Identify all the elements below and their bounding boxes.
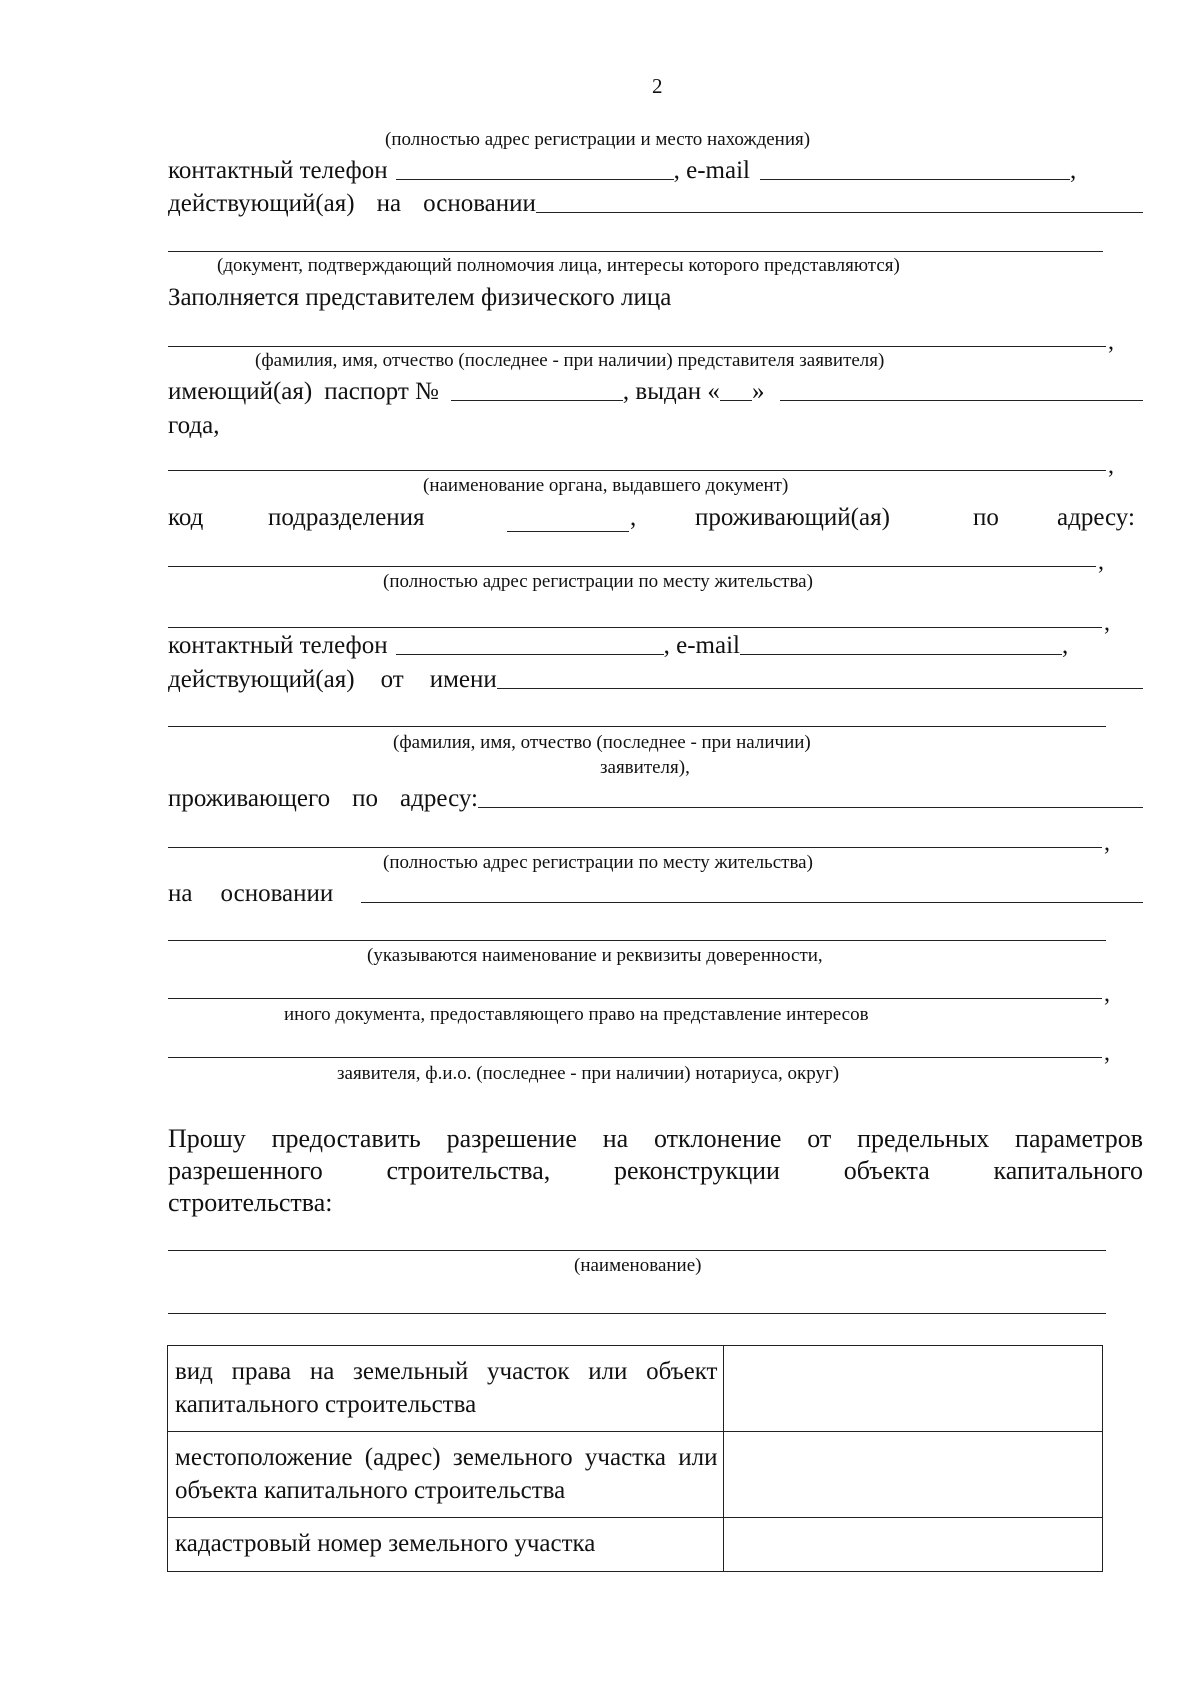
representative-name-field[interactable] xyxy=(168,346,1106,347)
basis-field[interactable] xyxy=(536,212,1143,213)
email-field[interactable] xyxy=(760,179,1070,180)
request-line-3: строительства: xyxy=(168,1188,333,1217)
page-number: 2 xyxy=(652,74,663,98)
basis-label: основании xyxy=(220,880,334,907)
caption-representative-name: (фамилия, имя, отчество (последнее - при наличии) представителя заявителя) xyxy=(255,350,885,371)
caption-address-registration: (полностью адрес регистрации и место нахождения) xyxy=(385,129,811,150)
object-name-field-2[interactable] xyxy=(168,1313,1106,1314)
acting-behalf-line xyxy=(168,667,1143,692)
residing-line xyxy=(168,786,1143,811)
caption-residence-address: (полностью адрес регистрации по месту жительства) xyxy=(383,571,813,592)
property-table xyxy=(167,1345,1103,1572)
table-row xyxy=(168,1432,1103,1518)
basis-label: основании xyxy=(423,190,536,217)
issue-date-field[interactable] xyxy=(780,400,1143,401)
comma: , xyxy=(630,504,637,531)
table-cell-value[interactable] xyxy=(724,1346,1103,1432)
email-field[interactable] xyxy=(740,654,1062,655)
table-cell-label: местоположение (адрес) земельного участка или объекта капитального строительства xyxy=(168,1432,724,1518)
from-label: от xyxy=(380,666,404,693)
comma: , xyxy=(1069,157,1077,184)
email-label: , e-mail xyxy=(673,157,750,184)
on-label: на xyxy=(168,880,193,907)
phone-label: контактный телефон xyxy=(168,632,388,659)
applicant-name-field-2[interactable] xyxy=(168,726,1106,727)
poa-field-3[interactable] xyxy=(168,998,1102,999)
table-cell-value[interactable] xyxy=(724,1518,1103,1572)
name-label: имени xyxy=(429,666,497,693)
comma: , xyxy=(1104,610,1110,636)
phone-field[interactable] xyxy=(396,179,674,180)
residing-address-field-2[interactable] xyxy=(168,847,1102,848)
poa-field[interactable] xyxy=(361,902,1143,903)
address-label: адресу: xyxy=(400,785,478,812)
residing-label: проживающего xyxy=(168,785,331,812)
request-word: реконструкции xyxy=(613,1156,780,1185)
residence-address-field[interactable] xyxy=(168,566,1096,567)
division-code-field[interactable] xyxy=(507,531,629,532)
table-cell-label: кадастровый номер земельного участка xyxy=(168,1518,724,1572)
comma: , xyxy=(1104,1040,1110,1066)
acting-label: действующий(ая) xyxy=(168,190,355,217)
by-label: по xyxy=(973,504,999,531)
division-label: подразделения xyxy=(268,504,425,531)
caption-poa-1: (указываются наименование и реквизиты доверенности, xyxy=(367,945,823,966)
contact-line-1 xyxy=(168,158,1128,183)
issuer-field[interactable] xyxy=(168,470,1106,471)
on-label: на xyxy=(376,190,402,217)
comma: , xyxy=(1104,981,1110,1007)
request-word: строительства, xyxy=(386,1156,551,1185)
acting-label: действующий(ая) xyxy=(168,666,355,693)
code-label: код xyxy=(168,504,204,531)
table-row xyxy=(168,1518,1103,1572)
having-label: имеющий(ая) xyxy=(168,378,313,405)
passport-number-field[interactable] xyxy=(451,400,623,401)
phone-label: контактный телефон xyxy=(168,157,388,184)
poa-field-4[interactable] xyxy=(168,1057,1102,1058)
request-line-2 xyxy=(168,1158,1143,1184)
residence-address-field-2[interactable] xyxy=(168,627,1102,628)
caption-residence-address-2: (полностью адрес регистрации по месту жительства) xyxy=(383,852,813,873)
address-label: адресу: xyxy=(1057,504,1135,531)
poa-field-2[interactable] xyxy=(168,940,1106,941)
request-line-1: Прошу предоставить разрешение на отклонение от предельных параметров xyxy=(168,1124,1143,1153)
comma: , xyxy=(1104,830,1110,856)
issue-day-field[interactable] xyxy=(720,400,752,401)
passport-label: паспорт № xyxy=(324,378,439,405)
request-word: капитального xyxy=(993,1156,1143,1185)
comma: , xyxy=(1061,632,1069,659)
caption-applicant-name-2: заявителя), xyxy=(600,757,690,778)
email-label: , e-mail xyxy=(663,632,740,659)
table-cell-label: вид права на земельный участок или объект капитального строительства xyxy=(168,1346,724,1432)
basis-field-continuation[interactable] xyxy=(168,251,1103,252)
representative-heading: Заполняется представителем физического лица xyxy=(168,284,672,311)
table-row xyxy=(168,1346,1103,1432)
by-label: по xyxy=(352,785,379,812)
request-word: объекта xyxy=(843,1156,930,1185)
applicant-name-field[interactable] xyxy=(497,688,1143,689)
contact-line-2 xyxy=(168,633,1128,658)
caption-poa-2: иного документа, предоставляющего право на представление интересов xyxy=(284,1004,869,1025)
caption-authority-document: (документ, подтверждающий полномочия лица, интересы которого представляются) xyxy=(217,255,900,276)
caption-applicant-name-1: (фамилия, имя, отчество (последнее - при наличии) xyxy=(393,732,811,753)
request-word: разрешенного xyxy=(168,1156,323,1185)
residing-address-field[interactable] xyxy=(478,807,1143,808)
comma: , xyxy=(1098,549,1104,575)
caption-issuer: (наименование органа, выдавшего документ) xyxy=(423,475,789,496)
table-cell-value[interactable] xyxy=(724,1432,1103,1518)
poa-basis-line xyxy=(168,881,1143,906)
acting-basis-line xyxy=(168,191,1143,216)
comma: , xyxy=(1108,329,1114,355)
residing-label: проживающий(ая) xyxy=(695,504,890,531)
issued-label: , выдан « xyxy=(622,378,720,405)
caption-name: (наименование) xyxy=(574,1255,702,1276)
caption-poa-3: заявителя, ф.и.о. (последнее - при наличии) нотариуса, округ) xyxy=(337,1063,840,1084)
comma: , xyxy=(1108,453,1114,479)
quote-close: » xyxy=(751,378,765,405)
passport-line xyxy=(168,379,1143,404)
year-label: года, xyxy=(168,412,220,439)
object-name-field[interactable] xyxy=(168,1250,1106,1251)
phone-field[interactable] xyxy=(396,654,664,655)
